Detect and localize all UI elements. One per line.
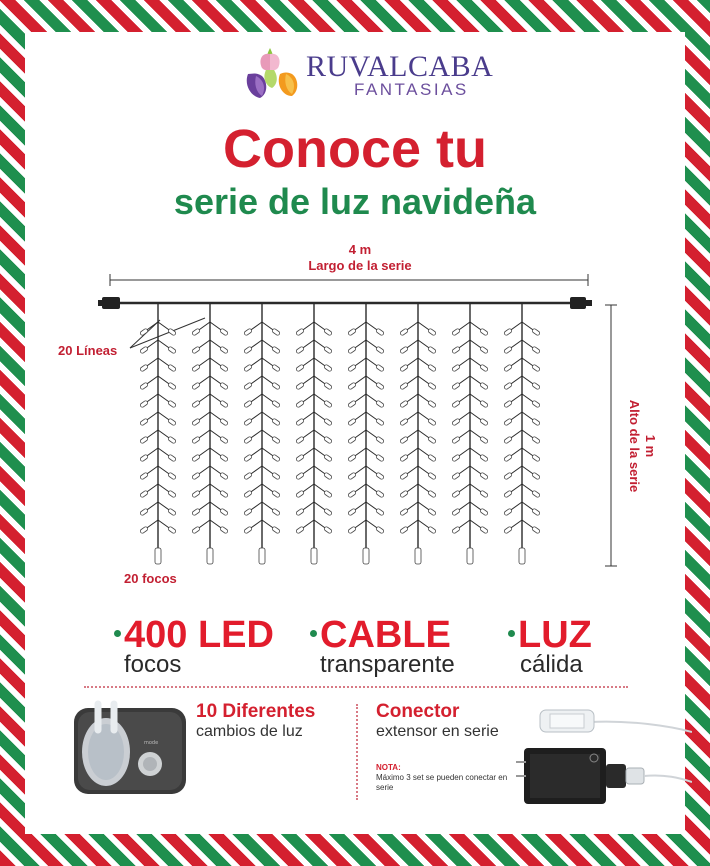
- led-bulb: [348, 400, 357, 408]
- led-bulb: [192, 382, 201, 390]
- led-bulb: [140, 490, 149, 498]
- led-bulb: [400, 400, 409, 408]
- led-bulb: [140, 364, 149, 372]
- led-bulb: [220, 364, 229, 372]
- led-bulb: [168, 382, 177, 390]
- led-bulb: [324, 472, 333, 480]
- led-bulb: [168, 364, 177, 372]
- led-bulb: [192, 472, 201, 480]
- led-bulb: [244, 382, 253, 390]
- led-bulb: [296, 436, 305, 444]
- led-bulb: [272, 382, 281, 390]
- led-bulb: [168, 454, 177, 462]
- led-bulb: [272, 346, 281, 354]
- led-bulb: [296, 454, 305, 462]
- led-bulb: [504, 364, 513, 372]
- led-bulb: [324, 490, 333, 498]
- led-bulb: [532, 364, 541, 372]
- led-bulb: [428, 364, 437, 372]
- height-value: 1 m: [643, 434, 658, 458]
- led-bulb: [532, 454, 541, 462]
- led-bulb: [428, 472, 437, 480]
- led-bulb: [504, 454, 513, 462]
- led-bulb: [480, 436, 489, 444]
- led-bulb: [168, 328, 177, 336]
- led-bulb: [220, 400, 229, 408]
- led-bulb: [504, 508, 513, 516]
- led-bulb: [324, 346, 333, 354]
- led-bulb: [400, 418, 409, 426]
- led-bulb: [452, 364, 461, 372]
- led-bulb: [348, 364, 357, 372]
- led-bulb: [244, 508, 253, 516]
- led-bulb: [428, 436, 437, 444]
- led-bulb: [296, 400, 305, 408]
- led-bulb: [272, 328, 281, 336]
- led-bulb: [348, 526, 357, 534]
- led-bulb: [348, 346, 357, 354]
- led-bulb: [272, 400, 281, 408]
- led-bulb: [504, 490, 513, 498]
- led-bulb: [220, 508, 229, 516]
- end-bulb: [519, 548, 525, 564]
- led-bulb: [244, 490, 253, 498]
- led-bulb: [140, 346, 149, 354]
- led-bulb: [244, 346, 253, 354]
- led-bulb: [192, 454, 201, 462]
- led-bulb: [480, 364, 489, 372]
- led-bulb: [272, 472, 281, 480]
- feature-cable-title: CABLE: [320, 614, 451, 656]
- led-bulb: [428, 508, 437, 516]
- bullet-icon: [114, 630, 121, 637]
- led-bulb: [480, 382, 489, 390]
- led-bulb: [272, 364, 281, 372]
- led-bulb: [348, 328, 357, 336]
- height-caption: Alto de la serie: [627, 399, 642, 493]
- led-bulb: [140, 418, 149, 426]
- led-bulb: [400, 328, 409, 336]
- led-bulb: [244, 418, 253, 426]
- led-bulb: [532, 526, 541, 534]
- led-bulb: [220, 454, 229, 462]
- led-bulb: [324, 328, 333, 336]
- led-bulb: [192, 490, 201, 498]
- led-bulb: [480, 328, 489, 336]
- led-bulb: [296, 346, 305, 354]
- led-bulb: [504, 526, 513, 534]
- led-bulb: [400, 436, 409, 444]
- led-bulb: [272, 454, 281, 462]
- end-bulb: [363, 548, 369, 564]
- remote-controller-image: [70, 700, 190, 800]
- led-bulb: [140, 436, 149, 444]
- led-bulb: [168, 418, 177, 426]
- led-bulb: [480, 526, 489, 534]
- led-bulb: [348, 490, 357, 498]
- divider: [84, 686, 628, 688]
- led-bulb: [428, 382, 437, 390]
- led-bulb: [400, 472, 409, 480]
- led-bulb: [272, 418, 281, 426]
- led-bulb: [428, 328, 437, 336]
- led-bulb: [220, 526, 229, 534]
- led-bulb: [296, 364, 305, 372]
- led-bulb: [532, 490, 541, 498]
- led-bulb: [296, 328, 305, 336]
- led-bulb: [376, 328, 385, 336]
- led-bulb: [452, 418, 461, 426]
- led-bulb: [452, 328, 461, 336]
- led-bulb: [272, 526, 281, 534]
- led-bulb: [480, 454, 489, 462]
- led-bulb: [428, 418, 437, 426]
- led-bulb: [324, 364, 333, 372]
- led-bulb: [192, 418, 201, 426]
- led-bulb: [220, 328, 229, 336]
- led-bulb: [480, 472, 489, 480]
- end-bulb: [155, 548, 161, 564]
- led-bulb: [192, 508, 201, 516]
- led-bulb: [504, 472, 513, 480]
- led-bulb: [348, 454, 357, 462]
- led-bulb: [376, 382, 385, 390]
- led-bulb: [272, 436, 281, 444]
- led-bulb: [192, 364, 201, 372]
- led-bulb: [452, 346, 461, 354]
- bulbs-count-label: 20 focos: [124, 571, 177, 586]
- led-bulb: [192, 346, 201, 354]
- led-bulb: [532, 328, 541, 336]
- led-bulb: [168, 400, 177, 408]
- led-bulb: [428, 454, 437, 462]
- led-bulb: [452, 526, 461, 534]
- led-bulb: [348, 436, 357, 444]
- main-title: Conoce tu: [223, 119, 487, 179]
- end-bulb: [467, 548, 473, 564]
- led-bulb: [324, 454, 333, 462]
- led-bulb: [296, 526, 305, 534]
- feature-led-title: 400 LED: [124, 614, 274, 656]
- led-bulb: [376, 454, 385, 462]
- led-bulb: [452, 436, 461, 444]
- led-bulb: [324, 400, 333, 408]
- led-bulb: [168, 508, 177, 516]
- led-bulb: [532, 346, 541, 354]
- bullet-icon: [310, 630, 317, 637]
- led-bulb: [348, 472, 357, 480]
- height-dimension-label: [626, 386, 658, 506]
- note-title: NOTA:: [376, 763, 401, 772]
- led-bulb: [532, 382, 541, 390]
- led-bulb: [452, 454, 461, 462]
- led-bulb: [504, 436, 513, 444]
- led-bulb: [504, 418, 513, 426]
- lines-count-label: 20 Líneas: [58, 343, 118, 358]
- led-bulb: [376, 508, 385, 516]
- led-bulb: [428, 400, 437, 408]
- led-bulb: [428, 346, 437, 354]
- led-bulb: [140, 454, 149, 462]
- modes-desc: cambios de luz: [196, 723, 303, 740]
- led-bulb: [400, 346, 409, 354]
- led-bulb: [272, 490, 281, 498]
- led-bulb: [400, 364, 409, 372]
- width-caption: Largo de la serie: [308, 258, 412, 273]
- led-bulb: [376, 472, 385, 480]
- led-bulb: [324, 418, 333, 426]
- feature-led-desc: focos: [124, 651, 182, 678]
- led-bulb: [532, 400, 541, 408]
- led-bulb: [168, 346, 177, 354]
- led-bulb: [376, 490, 385, 498]
- led-bulb: [244, 454, 253, 462]
- feature-cable-desc: transparente: [320, 651, 455, 678]
- led-bulb: [452, 382, 461, 390]
- led-bulb: [376, 526, 385, 534]
- led-bulb: [168, 472, 177, 480]
- led-bulb: [192, 400, 201, 408]
- led-bulb: [400, 490, 409, 498]
- led-bulb: [400, 454, 409, 462]
- led-bulb: [452, 472, 461, 480]
- width-value: 4 m: [348, 242, 372, 257]
- led-bulb: [140, 328, 149, 336]
- led-bulb: [220, 490, 229, 498]
- led-bulb: [220, 346, 229, 354]
- connector-title: Conector: [376, 701, 460, 722]
- led-bulb: [168, 526, 177, 534]
- led-bulb: [168, 490, 177, 498]
- led-bulb: [140, 382, 149, 390]
- led-bulb: [192, 328, 201, 336]
- led-bulb: [140, 526, 149, 534]
- led-bulb: [376, 346, 385, 354]
- led-bulb: [324, 436, 333, 444]
- led-bulb: [376, 364, 385, 372]
- brand-name: RUVALCABA: [306, 50, 494, 83]
- led-bulb: [504, 400, 513, 408]
- led-bulb: [324, 508, 333, 516]
- power-adapter-image: [500, 696, 692, 810]
- led-bulb: [272, 508, 281, 516]
- main-subtitle: serie de luz navideña: [173, 181, 537, 222]
- led-bulb: [296, 472, 305, 480]
- led-bulb: [452, 490, 461, 498]
- end-bulb: [259, 548, 265, 564]
- led-bulb: [140, 472, 149, 480]
- led-bulb: [504, 382, 513, 390]
- led-bulb: [428, 526, 437, 534]
- modes-title: 10 Diferentes: [196, 701, 316, 722]
- led-bulb: [532, 508, 541, 516]
- led-bulb: [532, 418, 541, 426]
- led-bulb: [192, 436, 201, 444]
- led-bulb: [504, 346, 513, 354]
- led-bulb: [532, 472, 541, 480]
- led-bulb: [296, 382, 305, 390]
- led-bulb: [140, 400, 149, 408]
- led-bulb: [244, 328, 253, 336]
- led-bulb: [244, 400, 253, 408]
- led-bulb: [376, 436, 385, 444]
- led-bulb: [220, 436, 229, 444]
- led-bulb: [480, 418, 489, 426]
- led-bulb: [244, 526, 253, 534]
- led-bulb: [532, 436, 541, 444]
- left-plug-icon: [102, 297, 120, 309]
- led-bulb: [220, 418, 229, 426]
- right-plug-icon: [570, 297, 586, 309]
- led-bulb: [400, 508, 409, 516]
- led-bulb: [480, 346, 489, 354]
- led-bulb: [348, 508, 357, 516]
- led-bulb: [428, 490, 437, 498]
- end-bulb: [207, 548, 213, 564]
- led-bulb: [324, 526, 333, 534]
- note-text: Máximo 3 set se pueden conectar en serie: [376, 773, 508, 792]
- led-bulb: [480, 508, 489, 516]
- led-bulb: [168, 436, 177, 444]
- led-bulb: [296, 490, 305, 498]
- brand-subtitle: FANTASIAS: [354, 80, 469, 99]
- led-bulb: [140, 508, 149, 516]
- bullet-icon: [508, 630, 515, 637]
- led-bulb: [452, 400, 461, 408]
- led-bulb: [400, 526, 409, 534]
- led-bulb: [296, 418, 305, 426]
- led-bulb: [348, 382, 357, 390]
- end-bulb: [415, 548, 421, 564]
- led-bulb: [452, 508, 461, 516]
- led-bulb: [244, 472, 253, 480]
- led-bulb: [400, 382, 409, 390]
- led-bulb: [376, 400, 385, 408]
- led-bulb: [480, 400, 489, 408]
- svg-text:mode: mode: [144, 740, 159, 746]
- feature-light-title: LUZ: [518, 614, 592, 656]
- led-bulb: [244, 364, 253, 372]
- led-bulb: [220, 382, 229, 390]
- feature-light-desc: cálida: [520, 651, 583, 678]
- led-bulb: [480, 490, 489, 498]
- led-bulb: [504, 328, 513, 336]
- led-bulb: [376, 418, 385, 426]
- vertical-divider: [356, 704, 358, 800]
- led-bulb: [324, 382, 333, 390]
- led-bulb: [192, 526, 201, 534]
- led-bulb: [296, 508, 305, 516]
- led-bulb: [220, 472, 229, 480]
- end-bulb: [311, 548, 317, 564]
- led-bulb: [244, 436, 253, 444]
- led-bulb: [348, 418, 357, 426]
- connector-desc: extensor en serie: [376, 723, 499, 740]
